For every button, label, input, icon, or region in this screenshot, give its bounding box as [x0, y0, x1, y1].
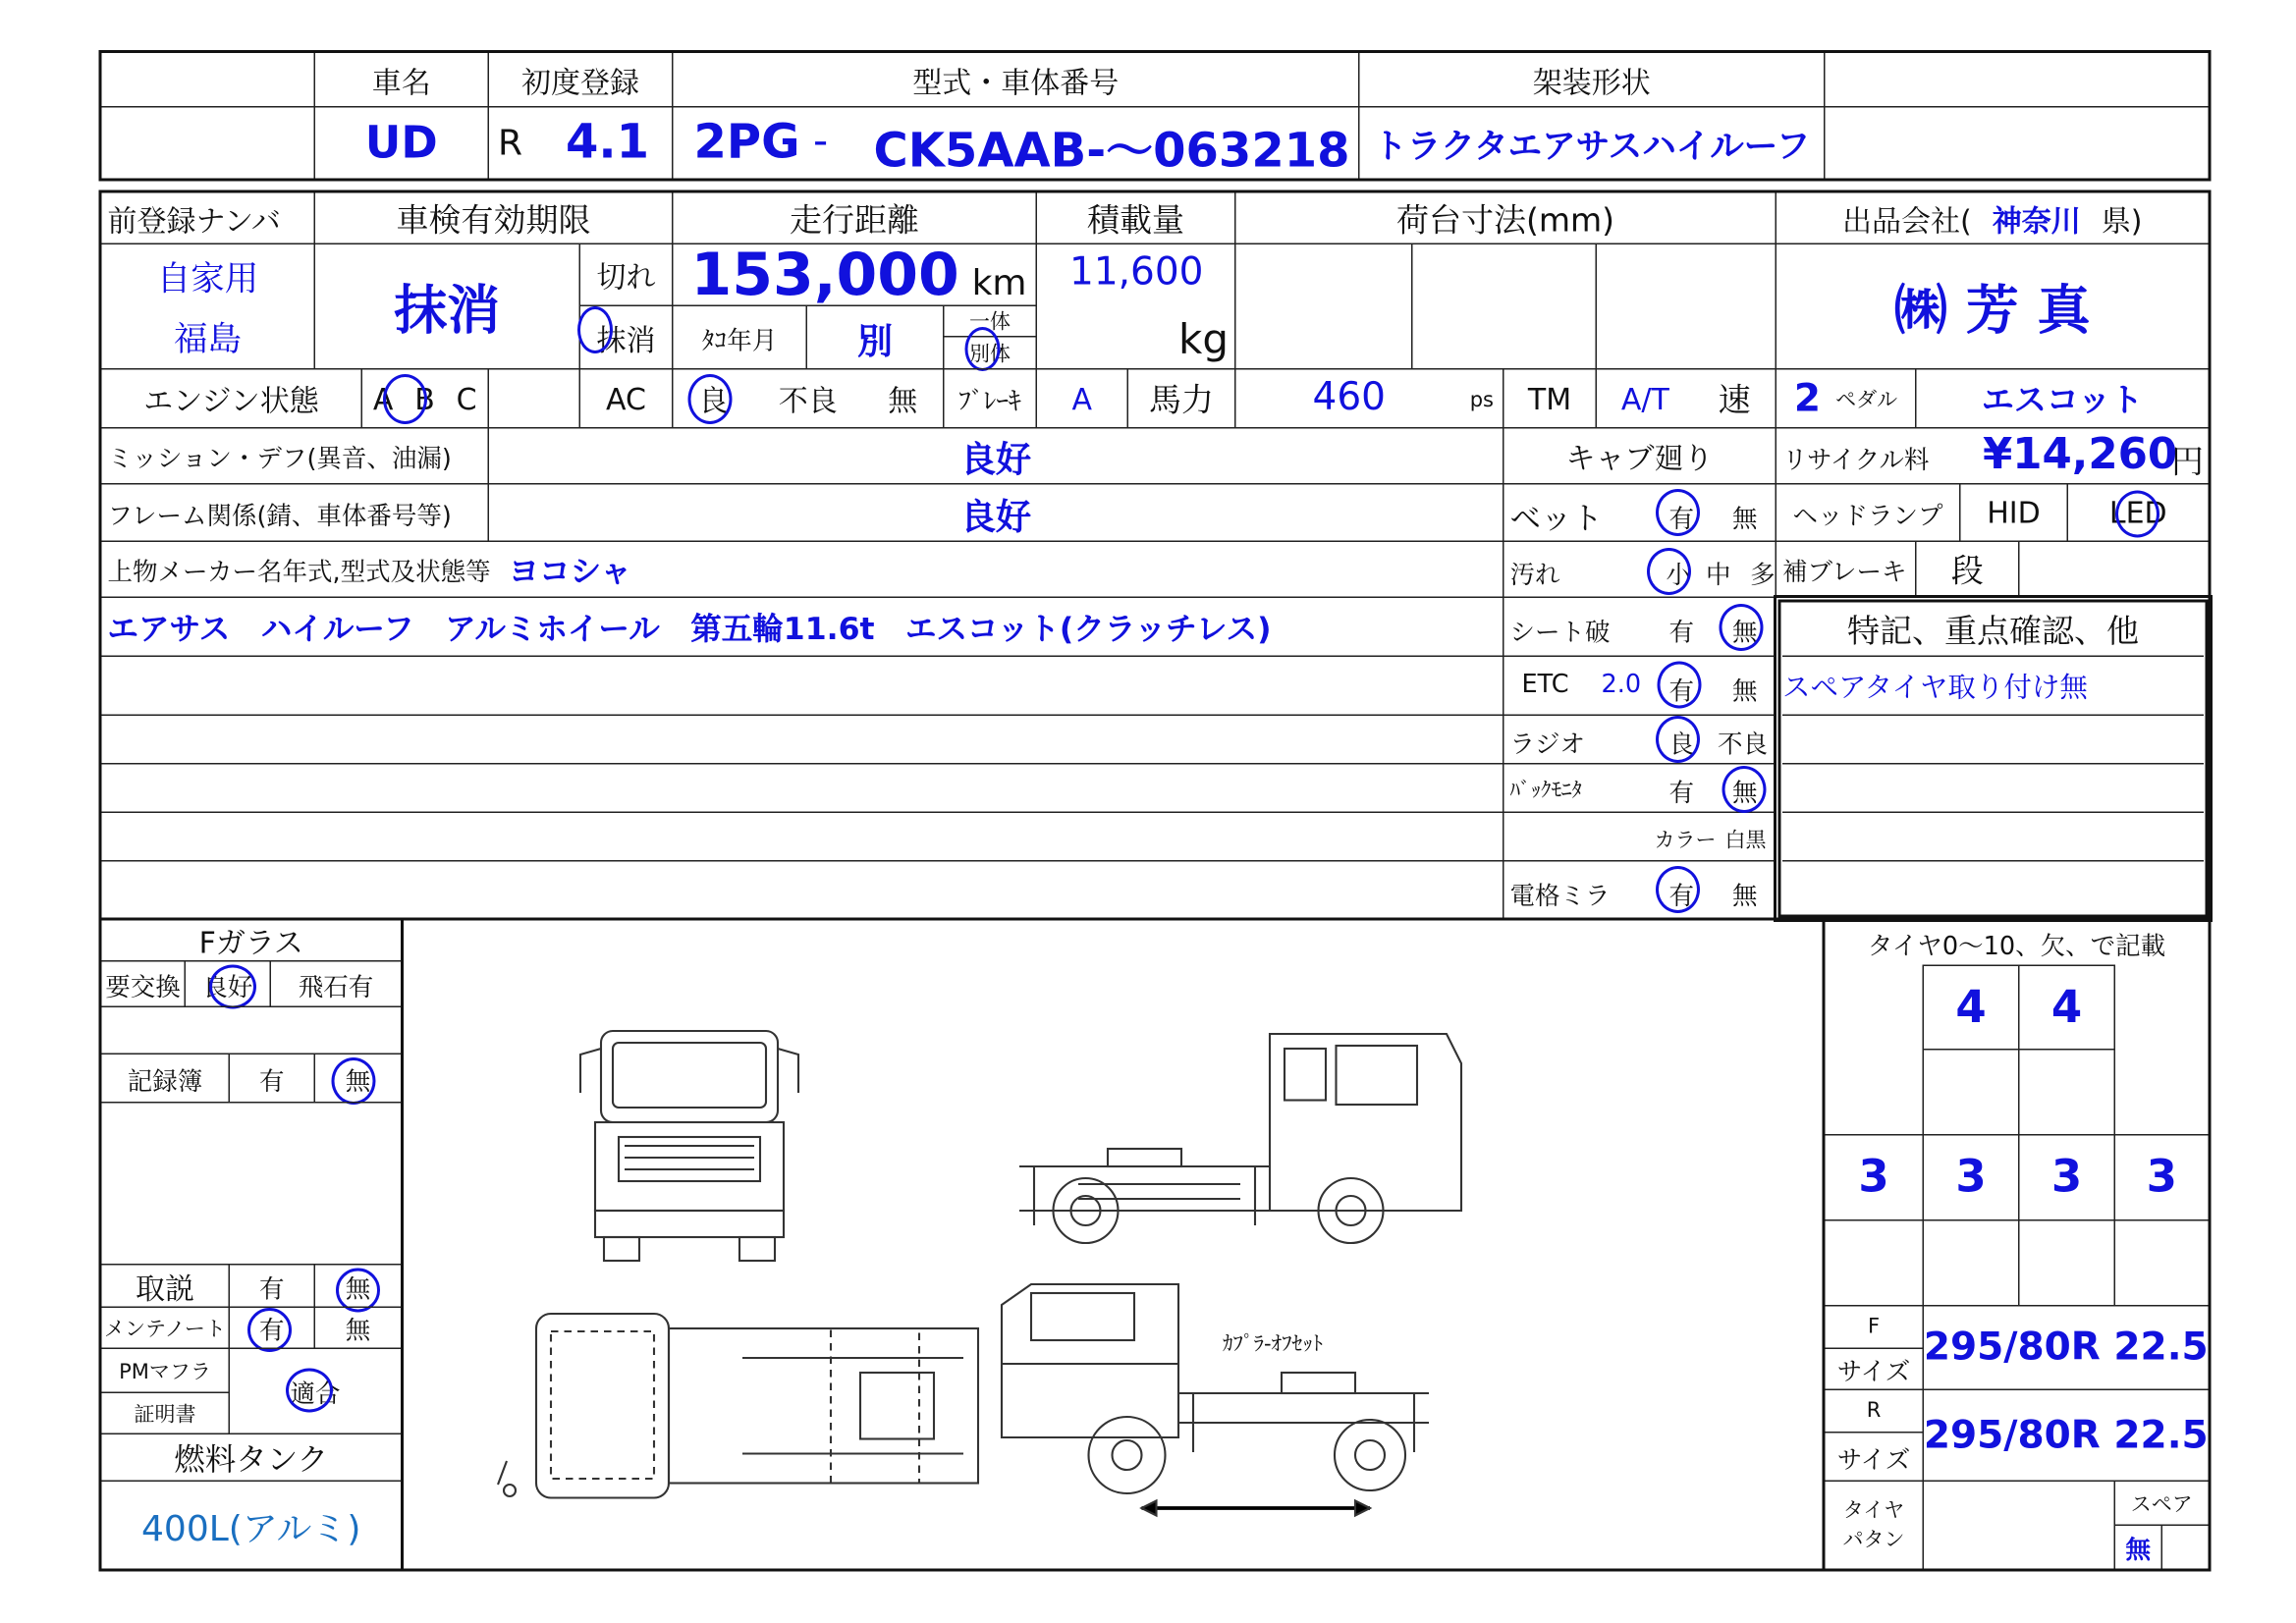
seller-label: [1776, 191, 2211, 244]
blank-cell: [100, 1102, 403, 1266]
manual-no: 無: [314, 1264, 403, 1308]
recycle-value: ¥14,260: [1983, 428, 2178, 479]
tacho-value: 別: [806, 305, 945, 370]
tire-cell: [1923, 1219, 2020, 1307]
blank-cell: [2161, 1525, 2211, 1571]
opt-no: 無: [1732, 505, 1758, 535]
opt-medium: 中: [1706, 561, 1731, 591]
hp-label: 馬力: [1127, 368, 1236, 429]
side-view-truck: [1019, 1034, 1461, 1243]
headlamp-label: ヘッドランプ: [1776, 483, 1961, 542]
model-chassis-label: 型式・車体番号: [672, 52, 1360, 108]
cab-item-label: ベット: [1509, 501, 1603, 536]
cab-item-label: ETC: [1521, 670, 1569, 700]
selection-circle: [1658, 662, 1702, 709]
opt-no: 無: [1732, 619, 1758, 648]
tire-cell: [2018, 1219, 2115, 1307]
upper-row: [100, 541, 1504, 599]
load-value: 11,600: [1069, 250, 1204, 295]
rear-tire-size: 295/80R 22.5: [1923, 1389, 2211, 1483]
pedal-value: 2: [1793, 376, 1822, 421]
maint-yes: 有: [229, 1307, 316, 1350]
recycle-cell: [1776, 427, 2211, 485]
prev-plate-label: 前登録ナンバ: [100, 191, 315, 244]
first-reg-cell: [488, 106, 674, 180]
tire-title: タイヤ0～10、欠、で記載: [1867, 931, 2166, 961]
tire-cell: [2018, 1049, 2115, 1136]
seller-value: ㈱ 芳 真: [1776, 243, 2211, 370]
seller-suffix: 県): [2101, 202, 2143, 239]
selection-circle: [383, 374, 427, 424]
selection-circle: [247, 1308, 292, 1352]
headlamp-led: LED: [2067, 483, 2211, 542]
aux-brake-value: 段: [1915, 541, 2020, 599]
load-label: 積載量: [1036, 191, 1236, 244]
expired-option: 切れ: [579, 243, 674, 307]
aux-brake-label: 補ブレーキ: [1776, 541, 1917, 599]
cab-item-label: ラジオ: [1509, 730, 1585, 760]
yen-unit: 円: [2171, 445, 2205, 482]
tire-front-right: 4: [2018, 965, 2115, 1051]
brake-value: A: [1036, 368, 1129, 429]
note-line: [1782, 715, 2204, 765]
opt-much: 多: [1750, 561, 1776, 591]
selection-circle: [577, 306, 613, 353]
tire-cell: [1923, 1049, 2020, 1136]
selection-circle: [286, 1369, 333, 1413]
note-line: スペアタイヤ取り付け無: [1782, 656, 2204, 717]
opt-bw: 白黒: [1724, 829, 1767, 853]
fuel-value: 400L(アルミ): [100, 1481, 403, 1571]
ac-bad: 不良: [778, 383, 838, 418]
speed-label: 速: [1718, 383, 1751, 420]
era: R: [498, 122, 523, 164]
mission-label: ミッション・デフ(異音、油漏): [100, 427, 489, 485]
pattern-label: タイヤ パタン: [1824, 1481, 1924, 1571]
tire-cell: [2114, 1219, 2211, 1307]
recycle-label: リサイクル料: [1782, 446, 1930, 476]
note-line: [1782, 812, 2204, 862]
car-name-value: UD: [314, 106, 490, 180]
tm-cell: [1596, 368, 1777, 429]
use-value: 自家用: [156, 260, 259, 299]
cab-item-label: 汚れ: [1509, 561, 1560, 591]
mission-value: 良好: [488, 427, 1504, 485]
pm-value: 適合: [229, 1348, 403, 1435]
inspection-label: 車検有効期限: [314, 191, 674, 244]
maint-no: 無: [314, 1307, 403, 1350]
cab-title: キャブ廻り: [1503, 427, 1777, 485]
cab-item-label: ﾊﾞｯｸﾓﾆﾀ: [1509, 779, 1582, 803]
chassis-value: CK5AAB-～063218: [873, 122, 1350, 179]
model-chassis-cell: [672, 106, 1360, 180]
blank-line: [100, 860, 1504, 919]
selection-circle: [1722, 766, 1767, 813]
blank-line: [100, 763, 1504, 813]
opt-good: 良: [1668, 730, 1694, 760]
logbook-no: 無: [314, 1054, 403, 1104]
cab-item-mirror: [1503, 860, 1777, 919]
size-label: サイズ: [1824, 1432, 1924, 1482]
truck-diagrams: [401, 919, 1826, 1573]
first-reg-value: 4.1: [566, 113, 650, 170]
cab-item-label: 電格ミラ: [1509, 882, 1611, 912]
km-unit: km: [971, 262, 1027, 303]
selection-circle: [965, 327, 1001, 371]
cancelled-option: 抹消: [579, 305, 674, 370]
glass-chip: 飛石有: [270, 960, 403, 1007]
tm-value: A/T: [1620, 380, 1669, 416]
integrated-option: 一体: [943, 305, 1037, 338]
mileage-value: 153,000: [690, 242, 959, 309]
body-type-label: 架装形状: [1358, 52, 1826, 108]
bed-size-label: 荷台寸法(mm): [1234, 191, 1777, 244]
note-line: [1782, 763, 2204, 813]
cab-item-bed: [1503, 483, 1777, 542]
cab-item-dirt: [1503, 541, 1777, 599]
opt-yes: 有: [1668, 779, 1694, 809]
equipment-text: エアサス ハイルーフ アルミホイール 第五輪11.6t エスコット(クラッチレス): [100, 597, 1504, 658]
tacho-year-label: ﾀｺ年月: [672, 305, 807, 370]
blank-cell: [1824, 106, 2210, 180]
glass-title: Fガラス: [100, 919, 403, 962]
tm-label: TM: [1503, 368, 1597, 429]
blank-line: [100, 715, 1504, 765]
upper-maker: ヨコシャ: [508, 553, 632, 589]
blank-cell: [100, 1006, 403, 1055]
rear-label: R: [1824, 1389, 1924, 1434]
spare-label: スペア: [2114, 1481, 2211, 1527]
size-label: サイズ: [1824, 1348, 1924, 1391]
opt-no: 無: [1732, 882, 1758, 912]
blank-cell: [2018, 541, 2210, 599]
ac-label: AC: [579, 368, 674, 429]
glass-replace: 要交換: [100, 960, 186, 1007]
selection-circle: [1656, 489, 1700, 536]
opt-no: 無: [1732, 677, 1758, 707]
hp-value: 460: [1312, 375, 1386, 420]
load-cell: [1036, 243, 1236, 370]
opt-yes: 有: [1668, 882, 1694, 912]
blank-cell: [488, 368, 581, 429]
selection-circle: [688, 374, 733, 424]
selection-circle: [2115, 491, 2159, 538]
fuel-label: 燃料タンク: [100, 1434, 403, 1483]
grade-a: A: [372, 380, 394, 416]
tire-rear: 3: [1824, 1134, 1924, 1221]
opt-yes: 有: [1668, 505, 1694, 535]
car-name-label: 車名: [314, 52, 490, 108]
blank-line: [100, 656, 1504, 717]
frame-value: 良好: [488, 483, 1504, 542]
spare-value: 無: [2114, 1525, 2163, 1571]
opt-yes: 有: [1668, 619, 1694, 648]
pedal-label: ペダル: [1835, 388, 1898, 412]
dash: -: [813, 116, 829, 165]
mileage-label: 走行距離: [672, 191, 1037, 244]
vehicle-diagram-area: [401, 918, 1826, 1572]
headlamp-hid: HID: [1959, 483, 2068, 542]
etc-version: 2.0: [1601, 670, 1642, 700]
hp-cell: [1234, 368, 1504, 429]
cab-item-label: カラー: [1654, 829, 1717, 853]
coupler-offset-label: ｶﾌﾟﾗ-ｵﾌｾｯﾄ: [1223, 1332, 1324, 1357]
tire-cell: [1824, 1219, 1924, 1307]
pedal-cell: [1776, 368, 1917, 429]
bed-length: [1234, 243, 1413, 370]
pm-label: PMマフラ: [100, 1348, 230, 1394]
body-type-value: トラクタエアサスハイルーフ: [1358, 106, 1826, 180]
logbook-yes: 有: [229, 1054, 316, 1104]
bed-width: [1411, 243, 1597, 370]
separate-option: 別体: [943, 336, 1037, 370]
top-view-truck: [498, 1314, 978, 1498]
mileage-cell: [672, 243, 1037, 307]
three-quarter-view-truck: [1002, 1284, 1429, 1516]
selection-circle: [1656, 716, 1700, 763]
selection-circle: [1720, 604, 1764, 651]
escot-value: エスコット: [1915, 368, 2210, 429]
cab-item-etc: [1503, 656, 1777, 717]
manual-yes: 有: [229, 1264, 316, 1308]
selection-circle: [209, 965, 256, 1009]
blank-cell: [1824, 52, 2210, 108]
pattern-value: [1923, 1481, 2116, 1571]
tire-front-left: 4: [1923, 965, 2020, 1051]
cab-item-radio: [1503, 715, 1777, 765]
seller-prefix: 出品会社(: [1842, 202, 1972, 239]
blank-line: [100, 812, 1504, 862]
prefecture-value: 神奈川: [1992, 202, 2081, 239]
grade-b: B: [414, 380, 435, 416]
selection-circle: [1647, 548, 1691, 595]
bed-height: [1596, 243, 1777, 370]
ps-unit: ps: [1469, 389, 1494, 412]
blank-cell: [100, 106, 315, 180]
frame-label: フレーム関係(錆、車体番号等): [100, 483, 489, 542]
opt-bad: 不良: [1718, 730, 1768, 760]
glass-good: 良好: [185, 960, 272, 1007]
cab-item-label: シート破: [1509, 619, 1611, 648]
ac-none: 無: [888, 383, 918, 418]
opt-small: 小: [1666, 561, 1691, 591]
tire-rear: 3: [2114, 1134, 2211, 1221]
engine-label: エンジン状態: [100, 368, 362, 429]
front-tire-size: 295/80R 22.5: [1923, 1305, 2211, 1390]
front-view-truck: [580, 1031, 798, 1261]
logbook-label: 記録簿: [100, 1054, 230, 1104]
plate-region-value: 福島: [174, 321, 242, 359]
manual-label: 取説: [100, 1264, 230, 1308]
front-label: F: [1824, 1305, 1924, 1349]
grade-c: C: [456, 380, 477, 416]
selection-circle: [1656, 866, 1700, 913]
opt-yes: 有: [1668, 677, 1694, 707]
notes-title: 特記、重点確認、他: [1782, 604, 2204, 657]
first-reg-label: 初度登録: [488, 52, 674, 108]
kg-unit: kg: [1178, 315, 1229, 364]
opt-no: 無: [1732, 779, 1758, 809]
selection-circle: [332, 1057, 376, 1105]
ac-good: 良: [698, 383, 729, 418]
tire-rear: 3: [2018, 1134, 2115, 1221]
tire-rear: 3: [1923, 1134, 2020, 1221]
prev-plate-cell: [100, 243, 315, 370]
cert-label: 証明書: [100, 1392, 230, 1435]
inspection-value: 抹消: [314, 243, 581, 370]
brake-label: ﾌﾞﾚｰｷ: [943, 368, 1037, 429]
upper-label: 上物メーカー名年式,型式及状態等: [107, 558, 491, 588]
maint-label: メンテノート: [100, 1307, 230, 1350]
cab-item-color: [1503, 812, 1777, 862]
model-value: 2PG: [693, 113, 800, 170]
blank-cell: [100, 52, 315, 108]
